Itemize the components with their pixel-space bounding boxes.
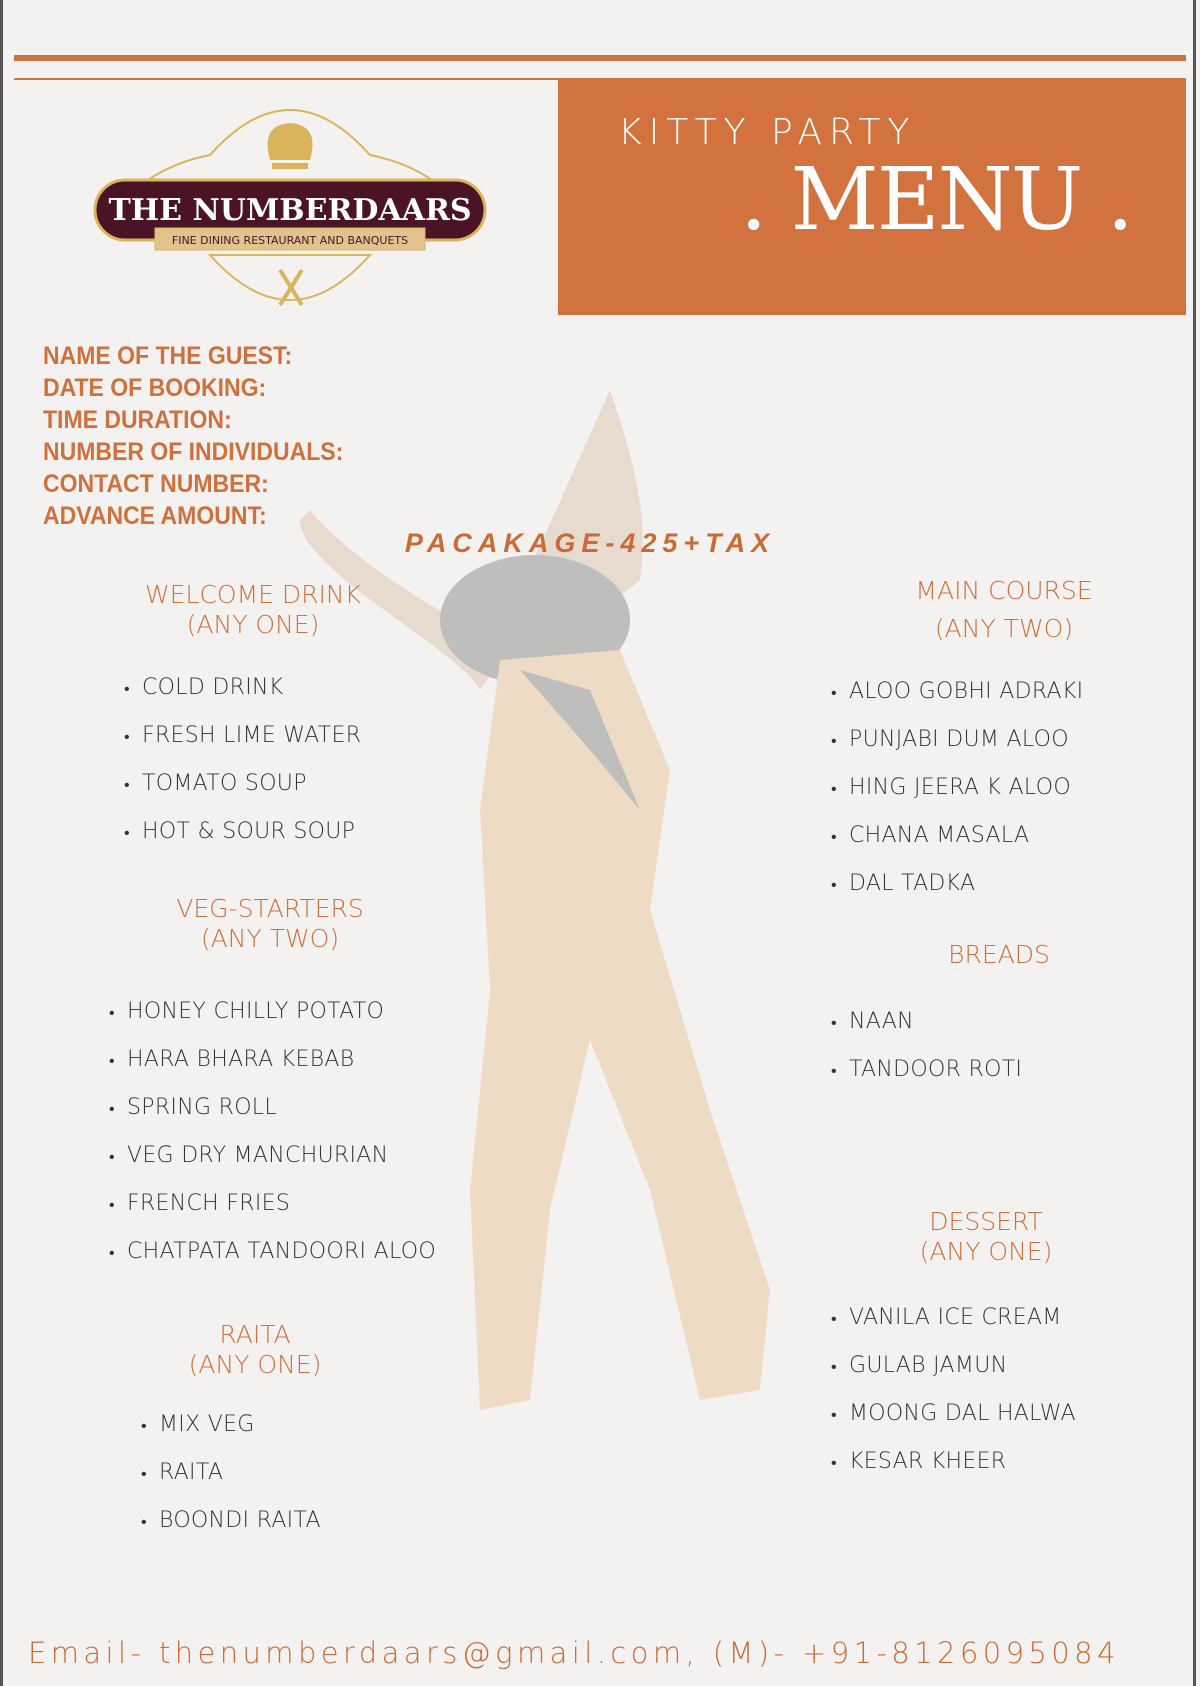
menu-item-label: VEG DRY MANCHURIAN (127, 1143, 389, 1168)
bullet-icon: • (831, 1453, 837, 1472)
main-course-heading: MAIN COURSE (ANY TWO) (915, 576, 1093, 643)
menu-item-label: NAAN (849, 1009, 914, 1034)
menu-item-label: MOONG DAL HALWA (849, 1401, 1076, 1426)
booking-fields (43, 340, 343, 532)
menu-item-label: ALOO GOBHI ADRAKI (849, 679, 1084, 704)
menu-item (109, 1191, 436, 1239)
menu-item-label: COLD DRINK (142, 675, 284, 700)
breads-list (831, 1009, 1022, 1105)
menu-item (141, 1412, 321, 1460)
menu-item (831, 823, 1083, 871)
menu-item-label: CHATPATA TANDOORI ALOO (127, 1239, 436, 1264)
menu-item-label: FRENCH FRIES (127, 1191, 291, 1216)
bullet-icon: • (109, 1099, 115, 1118)
main-course-list (831, 679, 1083, 919)
raita-list (141, 1412, 321, 1556)
menu-item-label: SPRING ROLL (127, 1095, 277, 1120)
bullet-icon: • (124, 775, 130, 794)
menu-item (831, 871, 1083, 919)
veg-starters-list (109, 999, 436, 1287)
bullet-icon: • (109, 1195, 115, 1214)
menu-item-label: TANDOOR ROTI (849, 1057, 1023, 1082)
contact-footer: Email- thenumberdaars@gmail.com, (M)- +91-8126095084 (28, 1636, 1120, 1670)
menu-item-label: KESAR KHEER (849, 1449, 1007, 1474)
menu-item-label: RAITA (159, 1460, 224, 1485)
menu-item (109, 1047, 436, 1095)
menu-item (831, 1009, 1022, 1057)
menu-item (831, 1449, 1076, 1497)
menu-item-label: HOT & SOUR SOUP (142, 819, 356, 844)
bullet-icon: • (831, 683, 837, 702)
field-contact: CONTACT NUMBER: (43, 470, 269, 498)
restaurant-logo (90, 85, 490, 325)
menu-item (109, 1095, 436, 1143)
bullet-icon: • (124, 727, 130, 746)
menu-item (831, 727, 1083, 775)
menu-item (124, 675, 361, 723)
bullet-icon: • (831, 1061, 837, 1080)
dessert-list (831, 1305, 1076, 1497)
menu-item (831, 775, 1083, 823)
menu-item-label: PUNJABI DUM ALOO (849, 727, 1069, 752)
dessert-heading: DESSERT (ANY ONE) (919, 1207, 1053, 1266)
title-menu: . MENU . (740, 150, 1132, 250)
menu-item (124, 723, 361, 771)
menu-item (109, 1239, 436, 1287)
bullet-icon: • (141, 1464, 147, 1483)
field-advance: ADVANCE AMOUNT: (43, 502, 267, 530)
menu-item-label: VANILA ICE CREAM (849, 1305, 1062, 1330)
welcome-drink-heading: WELCOME DRINK (ANY ONE) (145, 580, 361, 639)
bullet-icon: • (109, 1243, 115, 1262)
logo-name: THE NUMBERDAARS (108, 193, 472, 228)
bullet-icon: • (124, 823, 130, 842)
menu-item-label: GULAB JAMUN (849, 1353, 1008, 1378)
bullet-icon: • (141, 1512, 147, 1531)
bullet-icon: • (831, 1357, 837, 1376)
menu-item (831, 1305, 1076, 1353)
bullet-icon: • (831, 875, 837, 894)
menu-item-label: BOONDI RAITA (159, 1508, 321, 1533)
menu-item (124, 819, 361, 867)
top-rule (14, 55, 1186, 61)
bullet-icon: • (831, 731, 837, 750)
bullet-icon: • (831, 827, 837, 846)
bullet-icon: • (831, 1013, 837, 1032)
menu-item (831, 1353, 1076, 1401)
bullet-icon: • (831, 1405, 837, 1424)
logo-tagline: FINE DINING RESTAURANT AND BANQUETS (171, 234, 409, 247)
menu-item (141, 1508, 321, 1556)
menu-item-label: HING JEERA K ALOO (849, 775, 1071, 800)
bullet-icon: • (109, 1051, 115, 1070)
bullet-icon: • (124, 679, 130, 698)
raita-heading: RAITA (ANY ONE) (188, 1320, 322, 1379)
title-kitty-party: KITTY PARTY (618, 112, 917, 153)
field-guest-name: NAME OF THE GUEST: (43, 342, 293, 370)
menu-item (141, 1460, 321, 1508)
menu-item (109, 1143, 436, 1191)
menu-item (109, 999, 436, 1047)
bullet-icon: • (831, 779, 837, 798)
veg-starters-heading: VEG-STARTERS (ANY TWO) (176, 894, 364, 953)
dancer-illustration (290, 390, 860, 1540)
bullet-icon: • (109, 1003, 115, 1022)
menu-item (831, 1401, 1076, 1449)
menu-item-label: DAL TADKA (849, 871, 976, 896)
menu-item-label: FRESH LIME WATER (142, 723, 362, 748)
menu-item-label: CHANA MASALA (849, 823, 1030, 848)
menu-item-label: HONEY CHILLY POTATO (127, 999, 385, 1024)
bullet-icon: • (831, 1309, 837, 1328)
menu-item-label: HARA BHARA KEBAB (127, 1047, 355, 1072)
menu-item (124, 771, 361, 819)
package-price: PACAKAGE-425+TAX (404, 528, 776, 558)
menu-item-label: TOMATO SOUP (142, 771, 307, 796)
menu-item-label: MIX VEG (159, 1412, 255, 1437)
field-time-duration: TIME DURATION: (43, 406, 232, 434)
menu-item (831, 679, 1083, 727)
welcome-drink-list (124, 675, 361, 867)
bullet-icon: • (109, 1147, 115, 1166)
breads-heading: BREADS (948, 940, 1050, 969)
field-individuals: NUMBER OF INDIVIDUALS: (43, 438, 344, 466)
menu-item (831, 1057, 1022, 1105)
bullet-icon: • (141, 1416, 147, 1435)
field-booking-date: DATE OF BOOKING: (43, 374, 267, 402)
